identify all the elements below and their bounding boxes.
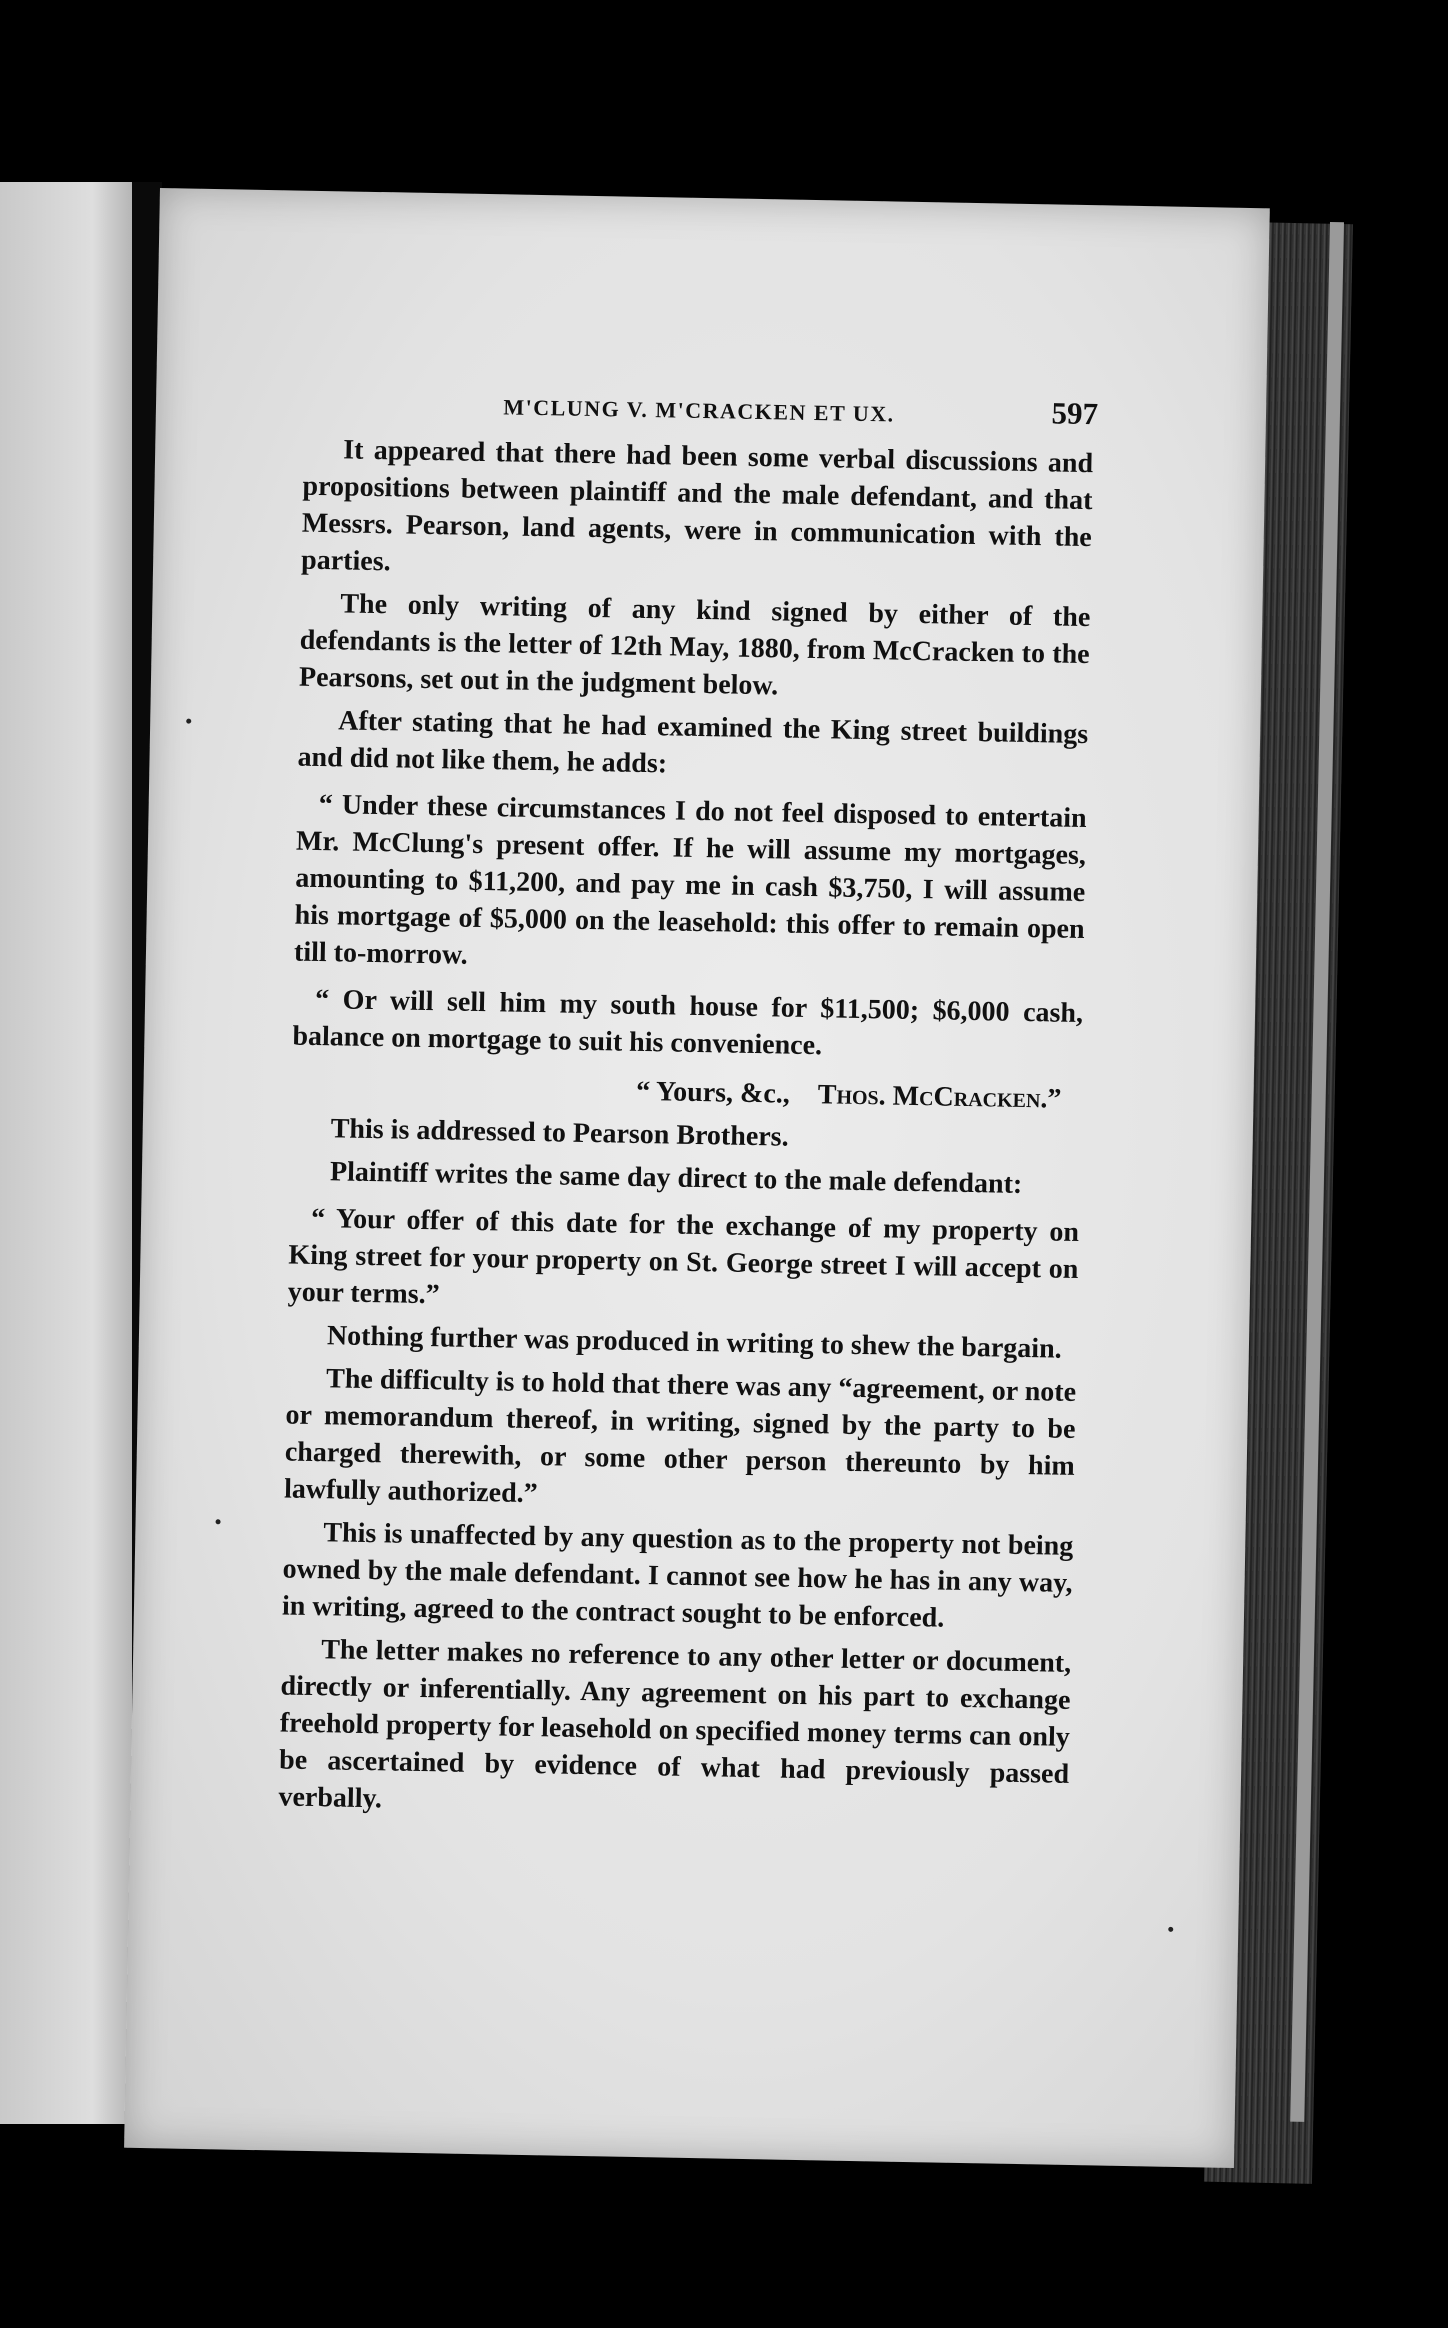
book-page — [124, 188, 1270, 2168]
running-head — [304, 381, 1099, 439]
paragraph: The difficulty is to hold that there was any “agreement, or note or memorandum thereof, in writing, signed by the party to be charged therewith, or some other person thereunto by him lawfully authorized.” — [283, 1363, 1077, 1510]
page-number: 597 — [1051, 395, 1099, 432]
paragraph: It appeared that there had been some verbal discussions and propositions between plaintiff and the male defendant, and that Messrs. Pearson, land agents, were in communication with the parties. — [300, 434, 1094, 578]
ink-speck — [1168, 1927, 1173, 1932]
facing-page-edge — [0, 182, 132, 2124]
page-text — [278, 381, 1099, 1836]
signature-closing: “ Yours, &c., — [635, 1075, 791, 1110]
paragraph: Nothing further was produced in writing to shew the bargain. — [326, 1320, 1062, 1365]
paragraph: The only writing of any kind signed by either of the defendants is the letter of 12th May, 1880, from McCracken to the Pearsons, set out in the judgment below. — [298, 588, 1091, 702]
paragraph: The letter makes no reference to any other letter or document, directly or inferentially. Any agreement on his part to exchange freehold property for leasehold on specified money terms can only be ascertained by evidence of what had previously passed verbally. — [278, 1634, 1072, 1815]
quoted-letter: “ Under these circumstances I do not feel disposed to entertain Mr. McClung's present offer. If he will assume my mortgages, amounting to $11,200, and pay me in cash $3,750, I will assume his mortgage of $5,000 on the leasehold: this offer to remain open till to-morrow. — [293, 789, 1087, 971]
ink-speck — [186, 719, 191, 724]
paragraph: After stating that he had examined the King street buildings and did not like them, he adds: — [297, 705, 1089, 780]
paragraph: This is unaffected by any question as to the property not being owned by the male defendant. I cannot see how he has in any way, in writing, agreed to the contract sought to be enforced. — [281, 1517, 1074, 1634]
paragraph: Plaintiff writes the same day direct to the male defendant: — [329, 1156, 1023, 1200]
paragraph: This is addressed to Pearson Brothers. — [330, 1113, 789, 1153]
ink-speck — [216, 1519, 221, 1524]
letter-signature — [291, 1067, 1082, 1118]
quoted-letter: “ Your offer of this date for the exchange of my property on King street for your property on St. George street I will accept on your terms.” — [287, 1202, 1080, 1311]
signature-name: Thos. McCracken.” — [817, 1079, 1062, 1115]
quoted-letter: “ Or will sell him my south house for $11,500; $6,000 cash, balance on mortgage to suit his convenience. — [292, 983, 1084, 1062]
running-head-title: M'CLUNG V. M'CRACKEN ET UX. — [503, 394, 895, 427]
